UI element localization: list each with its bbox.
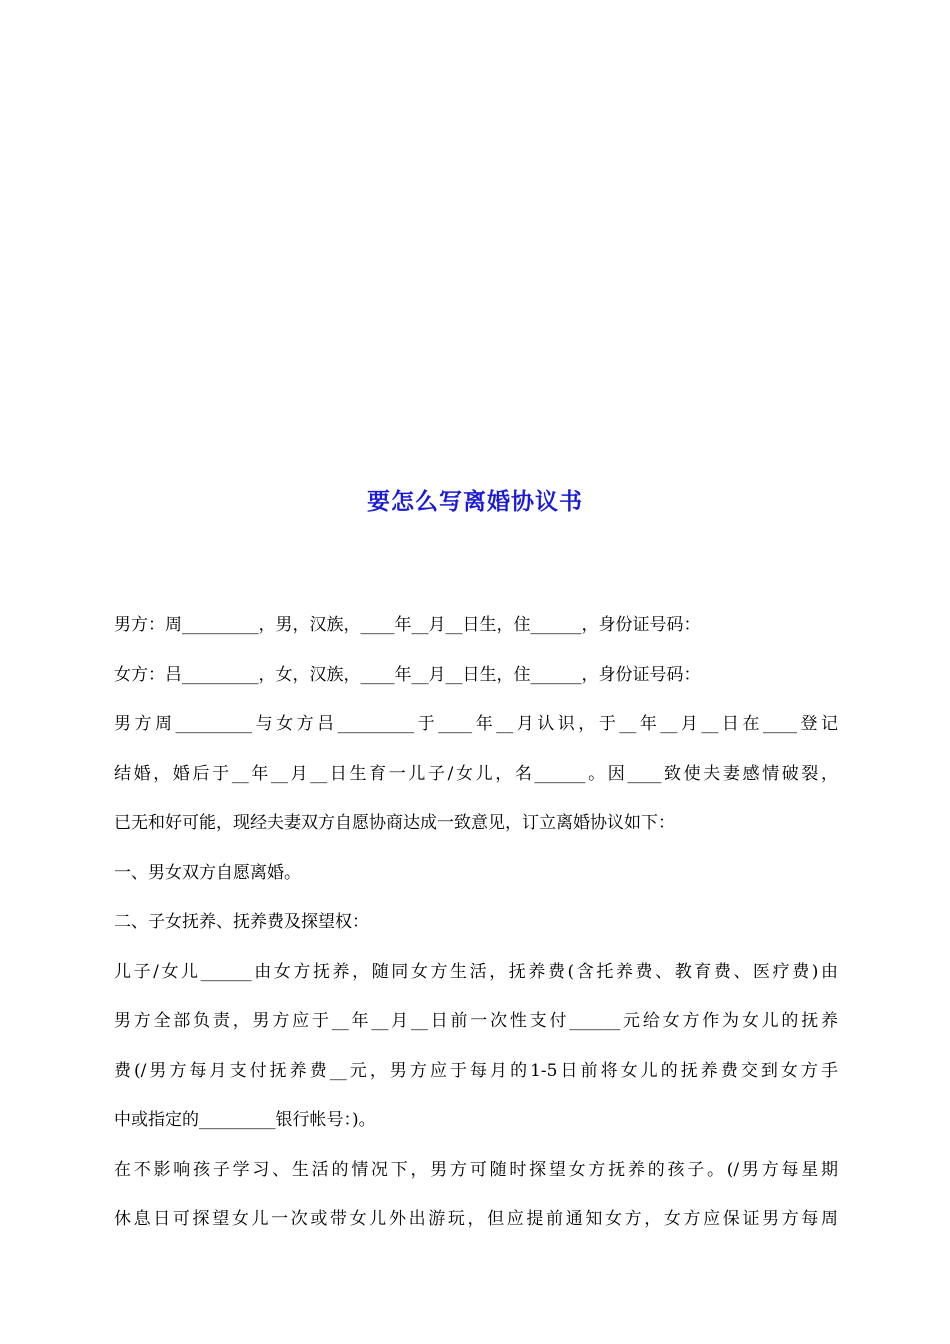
paragraph-line: 在不影响孩子学习、生活的情况下，男方可随时探望女方抚养的孩子。(/男方每星期 [114, 1159, 838, 1180]
paragraph-line-female-party: 女方：吕_________，女，汉族，____年__月__日生，住______，身份证号码： [114, 664, 701, 685]
paragraph-line: 中或指定的_________银行帐号：)。 [114, 1110, 376, 1130]
paragraph-line: 休息日可探望女儿一次或带女儿外出游玩，但应提前通知女方，女方应保证男方每周 [114, 1209, 838, 1229]
paragraph-line: 儿子/女儿______由女方抚养，随同女方生活，抚养费(含托养费、教育费、医疗费)由 [114, 961, 838, 982]
clause-2-heading: 二、子女抚养、抚养费及探望权： [114, 912, 369, 932]
paragraph-line: 已无和好可能，现经夫妻双方自愿协商达成一致意见，订立离婚协议如下： [114, 813, 675, 833]
paragraph-line: 男方全部负责，男方应于__年__月__日前一次性支付______元给女方作为女儿的抚养 [114, 1011, 838, 1031]
paragraph-line: 结婚，婚后于__年__月__日生育一儿子/女儿，名______。因____致使夫妻感情破裂， [114, 763, 838, 784]
paragraph-line: 费(/男方每月支付抚养费__元，男方应于每月的1-5日前将女儿的抚养费交到女方手 [114, 1060, 838, 1081]
paragraph-line: 男方周_________与女方吕_________于____年__月认识，于__年__月__日在____登记 [114, 714, 838, 734]
document-body [114, 601, 838, 1245]
document-title: 要怎么写离婚协议书 [367, 488, 583, 515]
clause-1-heading: 一、男女双方自愿离婚。 [114, 862, 301, 883]
paragraph-line-male-party: 男方：周_________，男，汉族，____年__月__日生，住______，身份证号码： [114, 615, 701, 635]
